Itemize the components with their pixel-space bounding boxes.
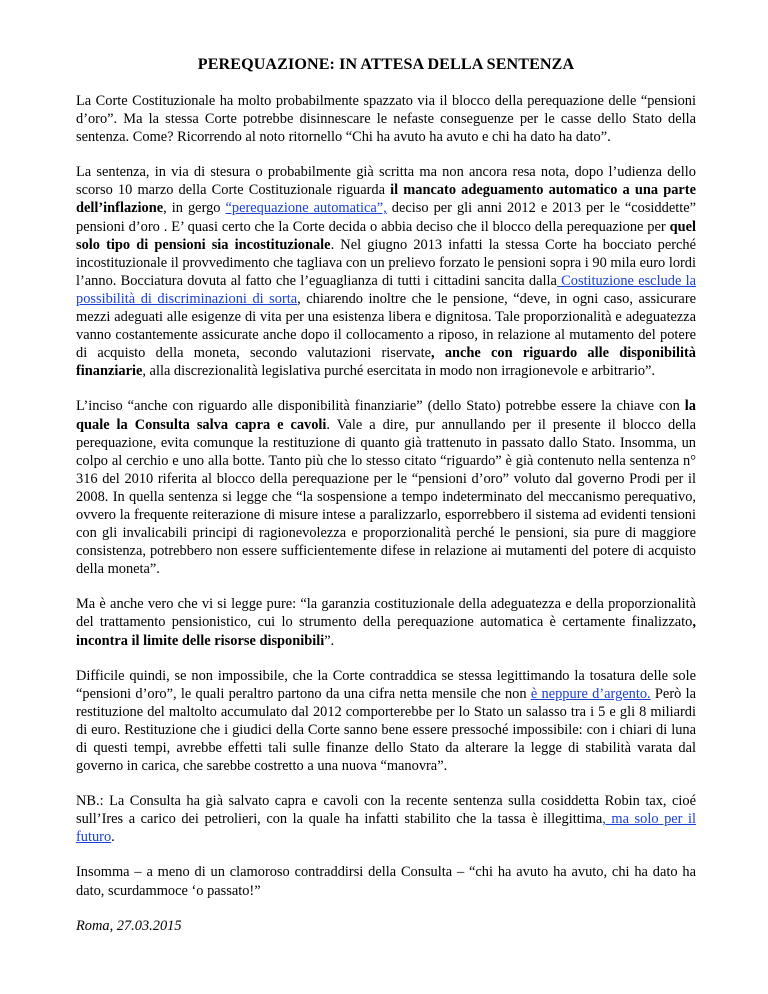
text-span: , alla discrezionalità legislativa purché esercitata in modo non irragionevole e arbitrario”. — [142, 363, 656, 380]
link-costituzione[interactable]: Costituzione esclude la possibilità di discriminazioni di sorta — [76, 272, 697, 307]
article-title: PEREQUAZIONE: IN ATTESA DELLA SENTENZA — [197, 56, 575, 73]
paragraph-sentenza — [76, 163, 696, 380]
link-solo-futuro[interactable]: , ma solo per il futuro — [76, 811, 696, 846]
paragraph-difficile — [76, 667, 696, 776]
text-span: . Nel giugno 2013 infatti la stessa Corte ha bocciato perché incostituzionale il provvedimento che tagliava con un prelievo forzato le pensioni sopra i 90 mila euro lordi l’anno. Bocciatura dovuta al fatto che l’eguaglianza di tutti i cittadini sancita dalla — [76, 236, 697, 289]
text-span: Ma è anche vero che vi si legge pure: “la garanzia costituzionale della adeguatezza e della proporzionalità del trattamento pensionistico, cui lo strumento della perequazione automatica è certamente finalizzato — [76, 596, 696, 631]
bold-span: , incontra il limite delle risorse disponibili — [76, 614, 696, 649]
text-span: La sentenza, in via di stesura o probabilmente già scritta ma non ancora resa nota, dopo l’udienza dello scorso 10 marzo della Corte Costituzionale riguarda — [76, 164, 696, 199]
text-span: ”. — [324, 632, 335, 649]
text-span: Però la restituzione del maltolto accumulato dal 2012 comporterebbe per lo Stato un salasso tra i 5 e gli 8 miliardi di euro. Restituzione che i giudici della Corte sanno bene essere pressoché impossibile: con i chiari di luna di questi tempi, avrebbe effetti tali sulle finanze dello Stato da alterare la legge di stabilità varata dal governo in carica, che sarebbe costretto a una nuova “manovra”. — [76, 685, 696, 775]
bold-span: , anche con riguardo alle disponibilità finanziarie — [76, 345, 696, 380]
text-span: . — [111, 829, 115, 846]
text-span: NB.: La Consulta ha già salvato capra e cavoli con la recente sentenza sulla cosiddetta Robin tax, cioé sull’Ires a carico dei petrolieri, con la quale ha infatti stabilito che la tassa è illegittima — [76, 793, 696, 828]
link-perequazione-automatica[interactable]: “perequazione automatica”, — [225, 200, 387, 217]
date-line: Roma, 27.03.2015 — [76, 917, 182, 934]
text-span: deciso per gli anni 2012 e 2013 per le “cosiddette” pensioni d’oro . E’ quasi certo che la Corte decida o abbia deciso che il blocco della perequazione per — [76, 200, 696, 235]
text-span: , in gergo — [163, 200, 226, 217]
bold-span: il mancato adeguamento automatico a una parte dell’inflazione — [76, 182, 696, 217]
bold-span: quel solo tipo di pensioni sia incostituzionale — [76, 218, 696, 253]
paragraph-conclusion: Insomma – a meno di un clamoroso contraddirsi della Consulta – “chi ha avuto ha avuto, chi ha dato ha dato, scurdammoce ‘o passato!” — [76, 864, 696, 899]
text-span: . Vale a dire, pur annullando per il presente il blocco della perequazione, evita comunque la restituzione di quanto già trattenuto in passato dallo Stato. Insomma, un colpo al cerchio e uno alla botte. Tanto più che lo stesso citato “riguardo” è già contenuto nella sentenza n° 316 del 2010 riferita al blocco della perequazione per le “pensioni d’oro” voluto dal governo Prodi per il 2008. In quella sentenza si legge che “la sospensione a tempo indeterminato del meccanismo perequativo, ovvero la frequente reiterazione di misure intese a paralizzarlo, esporrebbero il sistema ad evidenti tensioni con gli invalicabili principi di ragionevolezza e proporzionalità perché le pensioni, sia pure di maggiore consistenza, potrebbero non essere sufficientemente difese in relazione ai mutamenti del potere di acquisto della moneta”. — [76, 416, 696, 578]
link-neppure-argento[interactable]: è neppure d’argento. — [530, 685, 651, 702]
text-span: Difficile quindi, se non impossibile, che la Corte contraddica se stessa legittimando la tosatura delle sole “pensioni d’oro”, le quali peraltro partono da una cifra netta mensile che non — [76, 667, 696, 702]
text-span: , chiarendo inoltre che le pensione, “deve, in ogni caso, assicurare mezzi adeguati alle esigenze di vita per una esistenza libera e dignitosa. Tale proporzionalità e adeguatezza vanno costantemente assicurate anche dopo il collocamento a riposo, in relazione al mutamento del potere di acquisto della moneta, secondo valutazioni riservate — [76, 290, 696, 362]
document-page — [76, 55, 696, 952]
paragraph-intro: La Corte Costituzionale ha molto probabilmente spazzato via il blocco della perequazione delle “pensioni d’oro”. Ma la stessa Corte potrebbe disinnescare le nefaste conseguenze per le casse dello Stato della sentenza. Come? Ricorrendo al noto ritornello “Chi ha avuto ha avuto e chi ha dato ha dato”. — [76, 93, 696, 146]
paragraph-nb — [76, 792, 696, 846]
paragraph-inciso — [76, 397, 696, 578]
text-span: L’inciso “anche con riguardo alle disponibilità finanziarie” (dello Stato) potrebbe essere la chiave con — [76, 398, 685, 415]
paragraph-garanzia — [76, 595, 696, 649]
bold-span: la quale la Consulta salva capra e cavoli — [76, 398, 696, 433]
